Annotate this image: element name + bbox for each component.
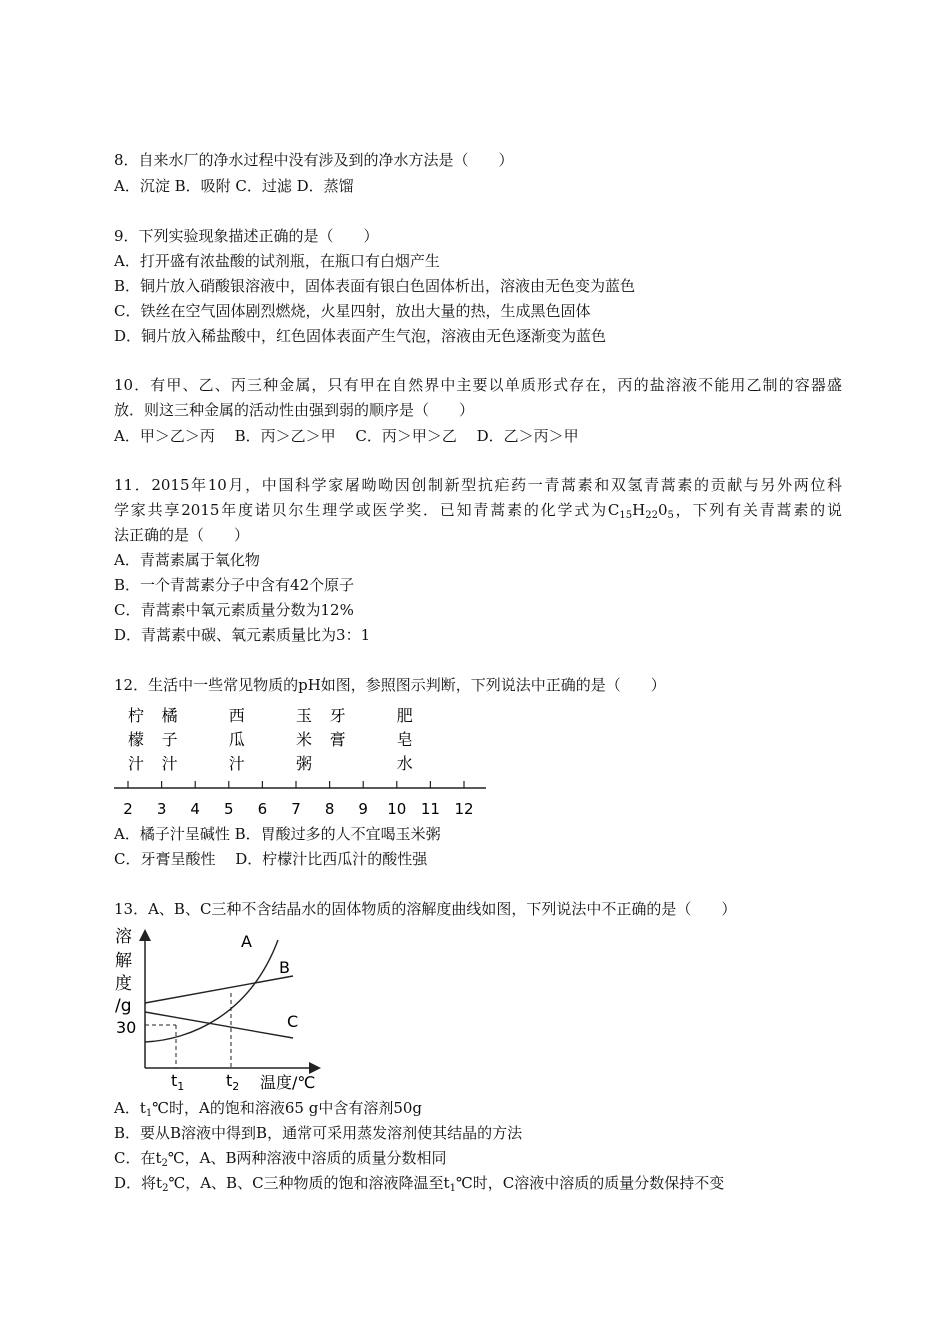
q11-option-d: D．青蒿素中碳、氧元素质量比为3：1 [114, 626, 371, 644]
q10-stem-line2: 放．则这三种金属的活动性由强到弱的顺序是（ ） [114, 401, 475, 419]
q12-stem: 12．生活中一些常见物质的pH如图，参照图示判断，下列说法中正确的是（ ） [114, 676, 666, 694]
ph-tick-label: 11 [420, 800, 440, 818]
y-label-2: 解 [115, 951, 132, 971]
ph-substance-label-3: 玉 [295, 706, 313, 725]
ph-tick-label: 10 [387, 800, 407, 818]
q13-option-a: A．$t_1℃$时，A的饱和溶液65 g中含有溶剂50g [114, 1099, 423, 1119]
ph-substance-label-2: 汁 [228, 754, 245, 773]
ph-tick-label: 5 [224, 800, 234, 818]
solubility-curve-figure [110, 920, 330, 1095]
q13-option-b: B．要从B溶液中得到B，通常可采用蒸发溶剂使其结晶的方法 [114, 1124, 523, 1142]
q9-option-d: D．铜片放入稀盐酸中，红色固体表面产生气泡，溶液由无色逐渐变为蓝色 [114, 327, 607, 345]
ph-tick-label: 3 [156, 800, 167, 818]
ph-substance-label-5: 皂 [396, 730, 413, 749]
y-label-3: 度 [115, 974, 132, 994]
curve-b [145, 976, 293, 1003]
q13-stem: 13．A、B、C三种不含结晶水的固体物质的溶解度曲线如图，下列说法中不正确的是（ ） [114, 900, 737, 918]
q12-options-ab: A．橘子汁呈碱性 B．胃酸过多的人不宜喝玉米粥 [114, 825, 441, 843]
q10-options: A．甲＞乙＞丙 B．丙＞乙＞甲 C．丙＞甲＞乙 D．乙＞丙＞甲 [114, 427, 579, 445]
q13-option-c: C．在$t_2℃$，A、B两种溶液中溶质的质量分数相同 [114, 1149, 447, 1169]
y-label-4: /g [115, 996, 132, 1016]
ph-tick-label: 9 [358, 800, 368, 818]
ph-substance-label-5: 水 [396, 754, 413, 773]
q11-stem-line1: 11．2015年10月，中国科学家屠呦呦因创制新型抗疟药一青蒿素和双氢青蒿素的贡献与另外两位科 [114, 476, 842, 494]
curve-c-label: C [287, 1012, 299, 1031]
q8-options: A．沉淀 B．吸附 C．过滤 D．蒸馏 [114, 177, 354, 195]
q11-option-c: C．青蒿素中氧元素质量分数为12% [114, 601, 354, 619]
y-tick-30: 30 [116, 1018, 137, 1037]
ph-substance-label-2: 西 [228, 706, 245, 725]
ph-tick-label: 12 [454, 800, 474, 818]
q13-option-d: D．将$t_2℃$，A、B、C三种物质的饱和溶液降温至$t_1℃$时，C溶液中溶质的质量分数保持不变 [114, 1174, 725, 1194]
q9-option-a: A．打开盛有浓盐酸的试剂瓶，在瓶口有白烟产生 [114, 252, 440, 270]
ph-substance-label-4: 牙 [329, 706, 346, 725]
curve-b-label: B [279, 958, 290, 977]
ph-substance-label-2: 瓜 [228, 730, 245, 749]
q10-stem-line1: 10．有甲、乙、丙三种金属，只有甲在自然界中主要以单质形式存在，丙的盐溶液不能用乙制的容器盛 [114, 376, 842, 394]
q11-stem-line3: 法正确的是（ ） [114, 526, 250, 544]
q8-stem: 8．自来水厂的净水过程中没有涉及到的净水方法是（ ） [114, 151, 514, 169]
x-tick-t2: $t_2$ [226, 1071, 240, 1093]
ph-substance-label-1: 子 [161, 730, 178, 749]
ph-tick-label: 7 [291, 800, 301, 818]
y-label-1: 溶 [115, 927, 132, 947]
q10-stem [114, 373, 842, 423]
q9-stem: 9．下列实验现象描述正确的是（ ） [114, 227, 379, 245]
ph-substance-label-1: 汁 [161, 754, 178, 773]
q11-option-b: B．一个青蒿素分子中含有42个原子 [114, 576, 355, 594]
ph-substance-label-4: 膏 [329, 730, 346, 749]
ph-tick-label: 2 [123, 800, 133, 818]
ph-substance-label-3: 米 [295, 730, 313, 749]
ph-substance-label-1: 橘 [161, 706, 178, 725]
q9-option-c: C．铁丝在空气固体剧烈燃烧，火星四射，放出大量的热，生成黑色固体 [114, 302, 591, 320]
q11-option-a: A．青蒿素属于氧化物 [114, 551, 260, 569]
x-axis-label: 温度/℃ [260, 1073, 316, 1092]
ph-substance-label-3: 粥 [295, 754, 313, 773]
ph-tick-label: 6 [257, 800, 268, 818]
ph-scale-figure [110, 700, 500, 822]
curve-a-label: A [241, 932, 252, 951]
q11-stem-line2: 学家共享2015年度诺贝尔生理学或医学奖．已知青蒿素的化学式为$C_{15}H_{22}0_5$，下列有关青蒿素的说 [114, 501, 842, 521]
q11-stem [114, 473, 842, 548]
ph-substance-label-0: 柠 [127, 706, 145, 725]
x-tick-t1: $t_1$ [171, 1071, 185, 1093]
q9-option-b: B．铜片放入硝酸银溶液中，固体表面有银白色固体析出，溶液由无色变为蓝色 [114, 277, 636, 295]
ph-substance-label-5: 肥 [396, 706, 413, 725]
ph-tick-label: 4 [190, 800, 200, 818]
q12-options-cd: C．牙膏呈酸性 D．柠檬汁比西瓜汁的酸性强 [114, 850, 428, 868]
ph-tick-label: 8 [324, 800, 335, 818]
ph-substance-label-0: 汁 [127, 754, 145, 773]
ph-substance-label-0: 檬 [127, 730, 145, 749]
